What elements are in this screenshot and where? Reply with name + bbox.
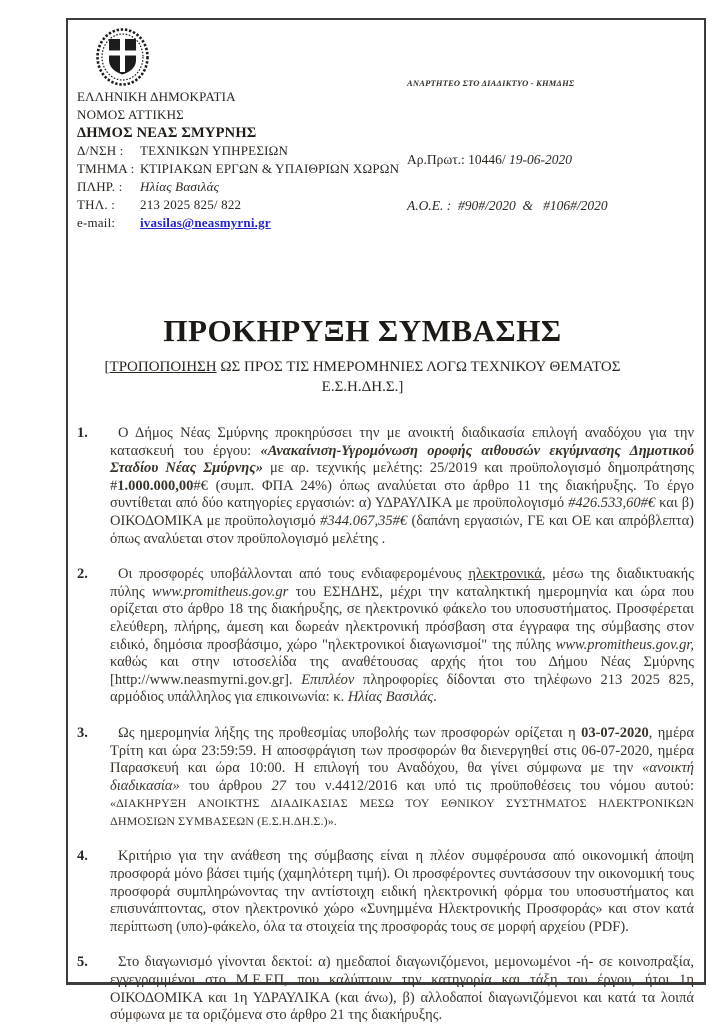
paragraph-number: 2.: [77, 566, 88, 583]
email-label: e-mail:: [77, 215, 116, 230]
protocol-number-line: Αρ.Πρωτ.: 10446/ 19-06-2020: [407, 152, 573, 167]
paragraph-number: 4.: [77, 848, 88, 865]
greek-coat-of-arms-logo: [95, 28, 150, 86]
prefecture-line: ΝΟΜΟΣ ΑΤΤΙΚΗΣ: [77, 107, 184, 122]
committee-decision-line: Α.Ο.Ε. : #90#/2020 & #106#/2020: [407, 198, 608, 213]
paragraph-text: Οι προσφορές υποβάλλονται από τους ενδιαφερομένους ηλεκτρονικά, μέσω της διαδικτυακής πύλης www.promitheus.gov.gr του ΕΣΗΔΗΣ, μέχρι την καταληκτική ημερομηνία και ώρα που ορίζεται στο άρθρο 18 της διακήρυξης, σε ηλεκτρονικό φάκελο του υποσυστήματος. Προσφέρεται ελεύθερη, πλήρης, άμεση και δωρεάν ηλεκτρονική πρόσβαση στα έγγραφα της σύμβασης στον ειδικό, δημόσια προσβάσιμο, χώρο "ηλεκτρονικοί διαγωνισμοί" της πύλης www.promitheus.gov.gr, καθώς και στην ιστοσελίδα της αναθέτουσας αρχής ήτοι του Δήμου Νέας Σμύρνης [http://www.neasmyrni.gov.gr]. Επιπλέον πληροφορίες δίδονται στο τηλέφωνο 213 2025 825, αρμόδιος υπάλληλος για επικοινωνία: κ. Ηλίας Βασιλάς.: [110, 566, 694, 706]
email-link[interactable]: ivasilas@neasmyrni.gr: [140, 215, 271, 230]
internet-posting-note: ΑΝΑΡΤΗΤΕΟ ΣΤΟ ΔΙΑΔΙΚΤΥΟ - ΚΗΜΔΗΣ: [407, 78, 575, 88]
paragraph-number: 3.: [77, 724, 88, 741]
document-header: [77, 28, 694, 236]
numbered-paragraph-4: [77, 848, 694, 936]
paragraph-text: Κριτήριο για την ανάθεση της σύμβασης είναι η πλέον συμφέρουσα από οικονομική άποψη προσφορά μόνο βάσει τιμής (χαμηλότερη τιμή). Οι προσφέροντες συντάσσουν την οικονομική τους προσφορά συμπληρώνοντας την αντίστοιχη ειδική ηλεκτρονική φόρμα του υποσυστήματος και επισυνάπτοντας, στον ηλεκτρονικό χώρο «Συνημμένα Ηλεκτρονικής Προσφοράς» και στον κατά περίπτωση (υπο)-φάκελο, όλα τα στοιχεία της προσφοράς τους σε μορφή αρχείου (PDF).: [110, 848, 694, 935]
paragraph-text: Ο Δήμος Νέας Σμύρνης προκηρύσσει την με ανοικτή διαδικασία επιλογή αναδόχου για την κατασκευή του έργου: «Ανακαίνιση-Υγρομόνωση οροφής αιθουσών εκγύμνασης Δημοτικού Σταδίου Νέας Σμύρνης» με αρ. τεχνικής μελέτης: 25/2019 και προϋπολογισμό δημοπράτησης #1.000.000,00#€ (συμπ. ΦΠΑ 24%) όπως αναλύεται στο άρθρο 11 της διακήρυξης. Το έργο συντίθεται από δύο κατηγορίες εργασιών: α) ΥΔΡΑΥΛΙΚΑ με προϋπολογισμό #426.533,60#€ και β) ΟΙΚΟΔΟΜΙΚΑ με προϋπολογισμό #344.067,35#€ (δαπάνη εργασιών, ΓΕ και ΟΕ και απρόβλεπτα) όπως αναλύεται στον προϋπολογισμό μελέτης .: [110, 425, 695, 547]
department-value: ΚΤΙΡΙΑΚΩΝ ΕΡΓΩΝ & ΥΠΑΙΘΡΙΩΝ ΧΩΡΩΝ: [140, 161, 400, 176]
numbered-paragraph-1: [77, 425, 694, 548]
numbered-paragraph-3: [77, 725, 694, 831]
directorate-label: Δ/ΝΣΗ :: [77, 143, 124, 158]
contact-value: Ηλίας Βασιλάς: [140, 179, 220, 194]
numbered-paragraph-2: [77, 566, 694, 707]
department-label: ΤΜΗΜΑ :: [77, 161, 135, 176]
directorate-value: ΤΕΧΝΙΚΩΝ ΥΠΗΡΕΣΙΩΝ: [140, 143, 289, 158]
phone-label: ΤΗΛ. :: [77, 197, 116, 212]
municipality-line: ΔΗΜΟΣ ΝΕΑΣ ΣΜΥΡΝΗΣ: [77, 125, 257, 141]
contact-label: ΠΛΗΡ. :: [77, 179, 123, 194]
country-line: ΕΛΛΗΝΙΚΗ ΔΗΜΟΚΡΑΤΙΑ: [77, 89, 236, 104]
paragraph-text: Στο διαγωνισμό γίνονται δεκτοί: α) ημεδαποί διαγωνιζόμενοι, μεμονωμένοι -ή- σε κοινοπραξία, εγγεγραμμένοι στο Μ.Ε.ΕΠ, που καλύπτουν την κατηγορία και τάξη του έργου, ήτοι 1η ΟΙΚΟΔΟΜΙΚΑ και 1η ΥΔΡΑΥΛΙΚΑ (και άνω), β) αλλοδαποί διαγωνιζόμενοι και κατά τα λοιπά σύμφωνα με τα οριζόμενα στο άρθρο 21 της διακήρυξης.: [110, 954, 694, 1024]
numbered-paragraph-5: [77, 954, 694, 1024]
phone-value: 213 2025 825/ 822: [140, 197, 242, 212]
paragraph-text: Ως ημερομηνία λήξης της προθεσμίας υποβολής των προσφορών ορίζεται η 03-07-2020, ημέρα Τρίτη και ώρα 23:59:59. Η αποσφράγιση των προσφορών θα διενεργηθεί στις 06-07-2020, ημέρα Παρασκευή και ώρα 10:00. Η επιλογή του Αναδόχου, θα γίνει σύμφωνα με την «ανοικτή διαδικασία» του άρθρου 27 του ν.4412/2016 και υπό τις προϋποθέσεις του νόμου αυτού: «ΔΙΑΚΗΡΥΞΗ ΑΝΟΙΚΤΗΣ ΔΙΑΔΙΚΑΣΙΑΣ ΜΕΣΩ ΤΟΥ ΕΘΝΙΚΟΥ ΣΥΣΤΗΜΑΤΟΣ ΗΛΕΚΤΡΟΝΙΚΩΝ ΔΗΜΟΣΙΩΝ ΣΥΜΒΑΣΕΩΝ (Ε.Σ.Η.ΔΗ.Σ.)».: [110, 724, 694, 828]
email-line: [77, 214, 694, 232]
document-subtitle: [ΤΡΟΠΟΠΟΙΗΣΗ ΩΣ ΠΡΟΣ ΤΙΣ ΗΜΕΡΟΜΗΝΙΕΣ ΛΟΓΩ ΤΕΧΝΙΚΟΥ ΘΕΜΑΤΟΣ Ε.Σ.Η.ΔΗ.Σ.]: [104, 359, 621, 395]
document-title: ΠΡΟΚΗΡΥΞΗ ΣΥΜΒΑΣΗΣ: [163, 313, 562, 348]
protocol-block: [407, 78, 707, 214]
paragraph-number: 5.: [77, 954, 88, 971]
paragraph-number: 1.: [77, 425, 88, 441]
page-border-frame: [66, 18, 706, 1024]
title-block: [77, 312, 648, 397]
paragraph-list: [77, 425, 694, 1025]
